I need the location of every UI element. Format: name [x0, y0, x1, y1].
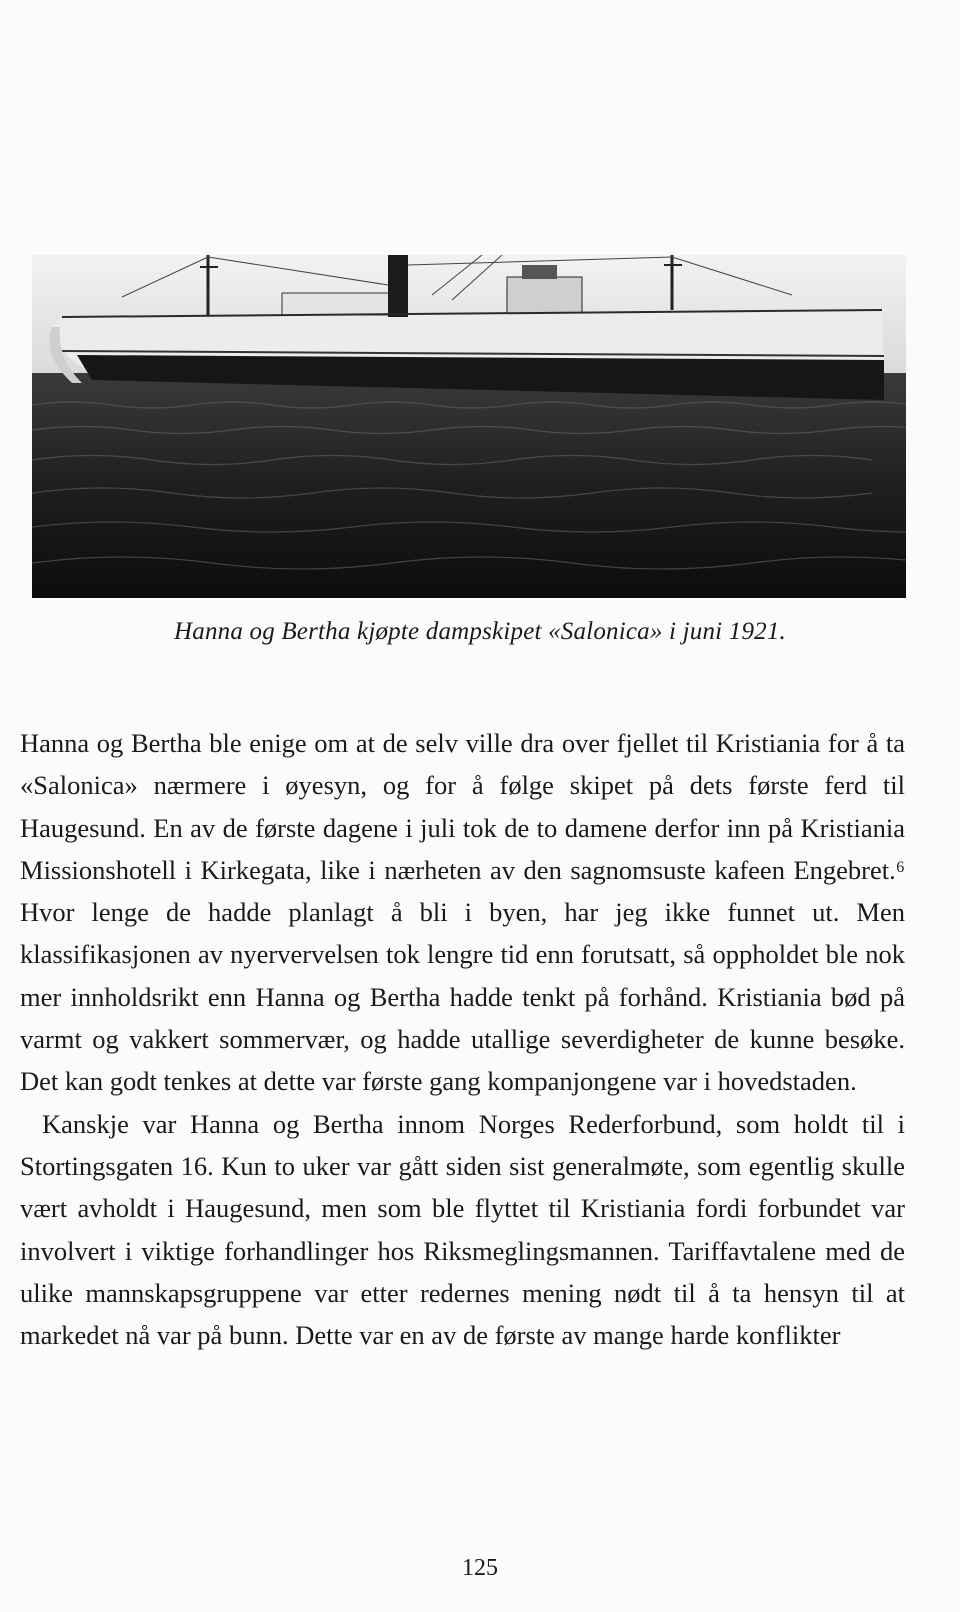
page-number: 125 [462, 1555, 498, 1581]
paragraph: Kanskje var Hanna og Bertha innom Norges Rederforbund, som holdt til i Stortingsgaten 16. Kun to uker var gått siden sist generalmøte, som egentlig skulle vært avholdt i Haugesund, men som ble flyttet til Kristiania fordi forbundet var involvert i viktige forhandlinger hos Riksmeglingsmannen. Tariffavtalene med de ulike mannskapsgruppene var etter redernes mening nødt til å ta hensyn til at markedet nå var på bunn. Dette var en av de første av mange harde konflikter [20, 1108, 905, 1351]
photo-caption: Hanna og Bertha kjøpte dampskipet «Salonica» i juni 1921. [173, 618, 787, 645]
steamship-image [32, 255, 906, 598]
body-text [20, 722, 905, 1356]
ship-photograph [32, 255, 906, 598]
paragraph: Hanna og Bertha ble enige om at de selv ville dra over fjellet til Kristiania for å ta «Salonica» nærmere i øyesyn, og for å følge skipet på dets første ferd til Haugesund. En av de første dagene i juli tok de to damene derfor inn på Kristiania Missionshotell i Kirkegata, like i nærheten av den sagnomsuste kafeen Engebret.⁶ Hvor lenge de hadde planlagt å bli i byen, har jeg ikke funnet ut. Men klassifikasjonen av nyervervelsen tok lengre tid enn forutsatt, så oppholdet ble nok mer innholdsrikt enn Hanna og Bertha hadde tenkt på forhånd. Kristiania bød på varmt og vakkert sommervær, og hadde utallige severdigheter de kunne besøke. Det kan godt tenkes at dette var første gang kompanjongene var i hovedstaden. [20, 728, 905, 1097]
